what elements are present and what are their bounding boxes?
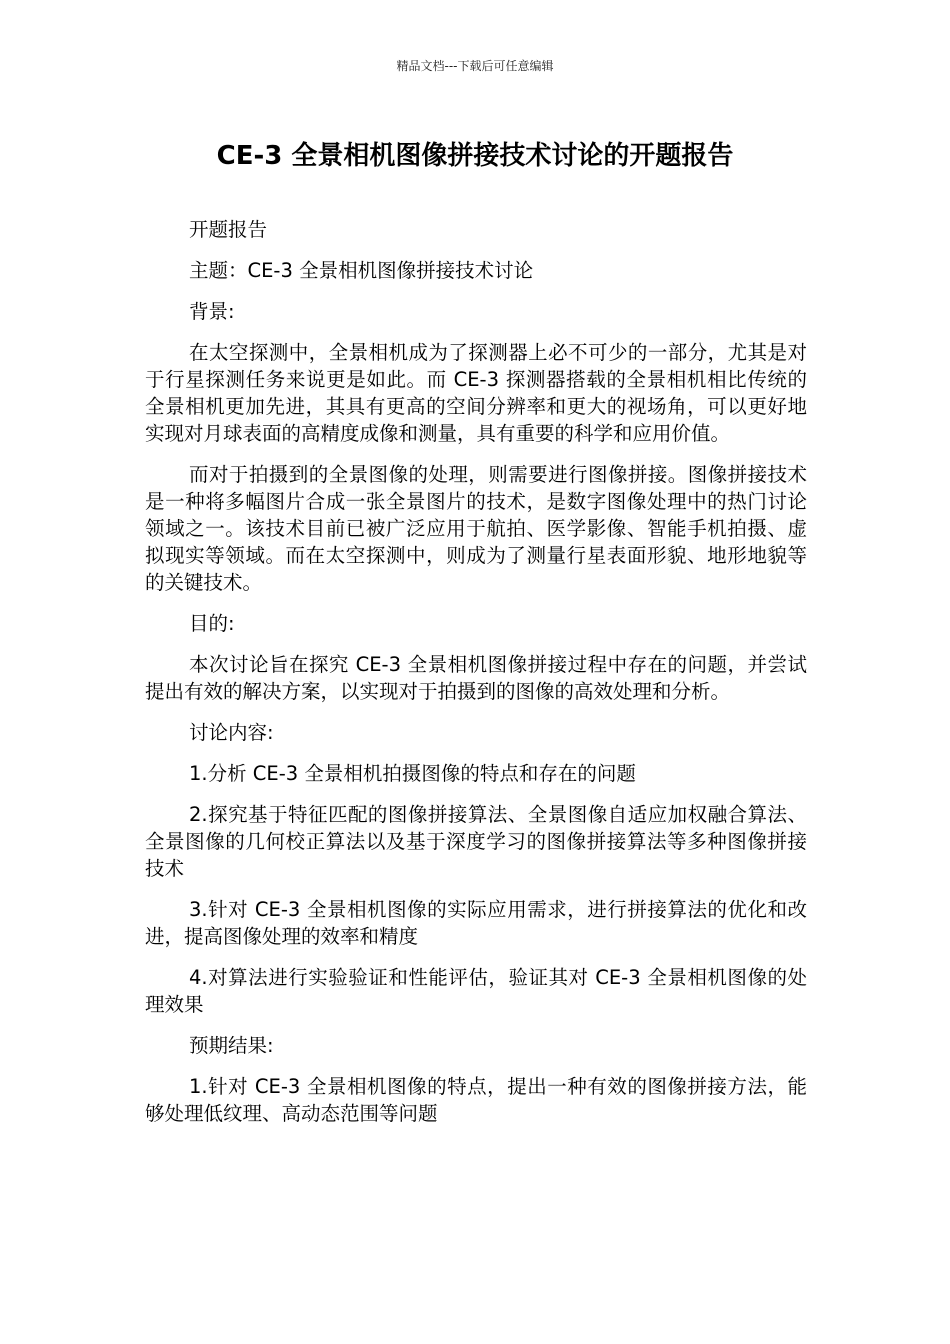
- heading-background: 背景:: [189, 300, 235, 323]
- heading-discussion-content: 讨论内容:: [189, 721, 274, 744]
- paragraph-background-2: 而对于拍摄到的全景图像的处理，则需要进行图像拼接。图像拼接技术是一种将多幅图片合成一张全景图片的技术，是数字图像处理中的热门讨论领域之一。该技术目前已被广泛应用于航拍、医学影像、智能手机拍摄、虚拟现实等领域。而在太空探测中，则成为了测量行星表面形貌、地形地貌等的关键技术。: [145, 463, 807, 594]
- document-title: CE-3 全景相机图像拼接技术讨论的开题报告: [216, 141, 734, 171]
- paragraph-topic: 主题：CE-3 全景相机图像拼接技术讨论: [189, 259, 534, 282]
- paragraph-purpose: 本次讨论旨在探究 CE-3 全景相机图像拼接过程中存在的问题，并尝试提出有效的解决方案，以实现对于拍摄到的图像的高效处理和分析。: [145, 653, 807, 703]
- page-header-note: 精品文档---下载后可任意编辑: [396, 59, 554, 73]
- heading-purpose: 目的:: [189, 612, 235, 635]
- paragraph-background-1: 在太空探测中，全景相机成为了探测器上必不可少的一部分，尤其是对于行星探测任务来说更是如此。而 CE-3 探测器搭载的全景相机相比传统的全景相机更加先进，其具有更高的空间分辨率和更大的视场角，可以更好地实现对月球表面的高精度成像和测量，具有重要的科学和应用价值。: [145, 341, 807, 445]
- list-item-result-1: 1.针对 CE-3 全景相机图像的特点，提出一种有效的图像拼接方法，能够处理低纹理、高动态范围等问题: [145, 1075, 807, 1125]
- paragraph-report-label: 开题报告: [189, 218, 268, 241]
- list-item-content-3: 3.针对 CE-3 全景相机图像的实际应用需求，进行拼接算法的优化和改进，提高图像处理的效率和精度: [145, 898, 807, 948]
- document-body: [145, 216, 807, 1141]
- list-item-content-1: 1.分析 CE-3 全景相机拍摄图像的特点和存在的问题: [189, 762, 636, 785]
- list-item-content-4: 4.对算法进行实验验证和性能评估，验证其对 CE-3 全景相机图像的处理效果: [145, 966, 807, 1016]
- heading-expected-results: 预期结果:: [189, 1034, 274, 1057]
- list-item-content-2: 2.探究基于特征匹配的图像拼接算法、全景图像自适应加权融合算法、全景图像的几何校正算法以及基于深度学习的图像拼接算法等多种图像拼接技术: [145, 803, 807, 880]
